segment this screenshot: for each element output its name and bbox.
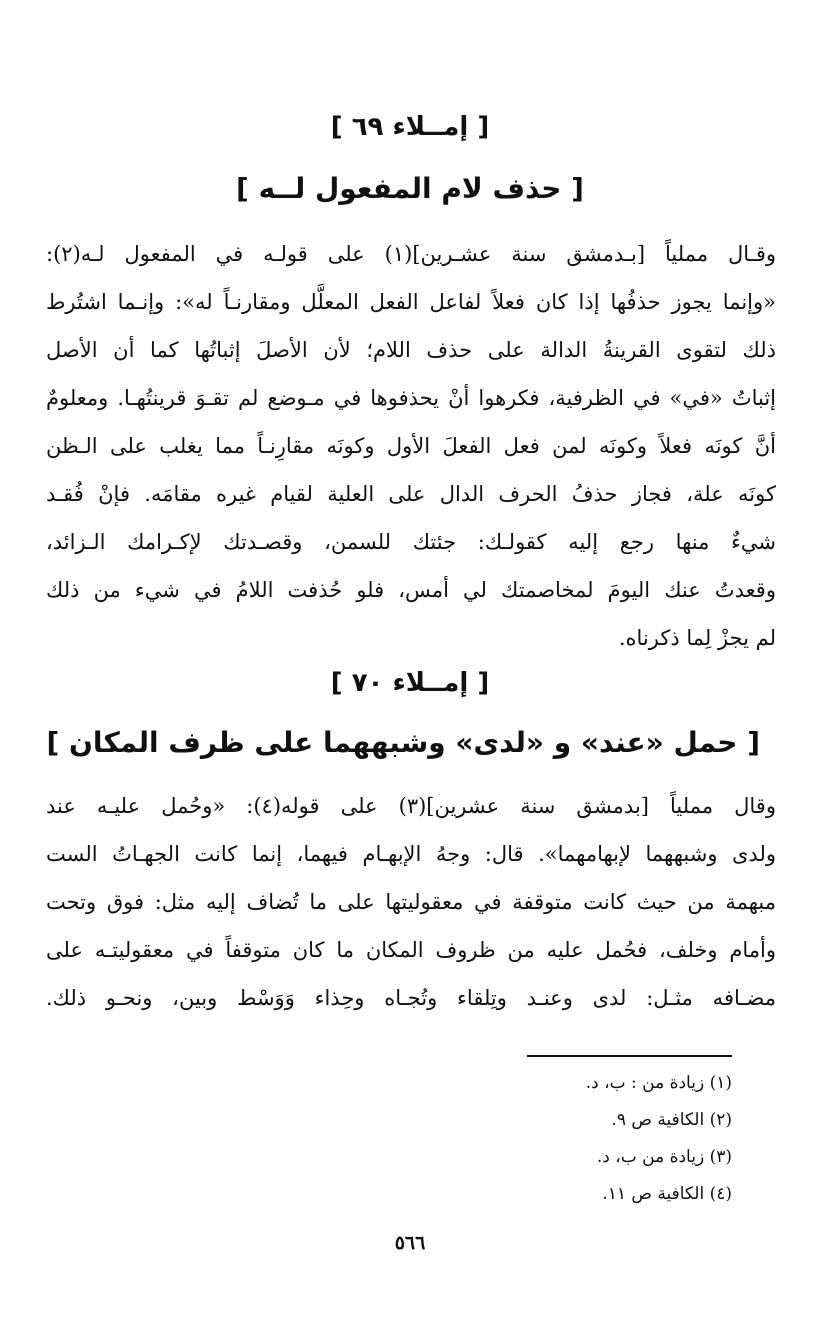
text-line: أنَّ كونَه فعلاً وكونَه لمن فعل الفعلَ الأول وكونَه مقارِنـاً مما يغلب على الـظن <box>46 434 776 458</box>
page-number: ٥٦٦ <box>394 1232 426 1254</box>
text-line: وأمام وخلف، فحُمل عليه من ظروف المكان ما كان متوقفاً في معقوليتـه على <box>46 938 776 962</box>
text-line: مضـافه مثـل: لدى وعنـد وتِلقاء وتُجـاه وحِذاء وَوَسْط وبين، ونحـو ذلك. <box>46 986 776 1010</box>
footnote-4: (٤) الكافية ص ١١. <box>602 1184 732 1204</box>
text-line: ولدى وشبههما لإبهامهما». قال: وجهُ الإبهـام فيهما، إنما كانت الجهـاتُ الست <box>46 842 776 866</box>
section-1-paragraph <box>46 230 776 662</box>
text-line: وقال مملياً [بدمشق سنة عشرين](٣) على قوله(٤): «وحُمل عليـه عند <box>46 794 776 818</box>
text-line: وقعدتُ عنك اليومَ لمخاصمتك لي أمس، فلو حُذفت اللامُ في شيء من ذلك <box>46 578 776 602</box>
footnote-3: (٣) زيادة من ب، د. <box>596 1147 732 1167</box>
section-title-omission-of-lam: [ حذف لام المفعول لــه ] <box>236 172 584 205</box>
text-line: ذلك لتقوى القرينةُ الدالة على حذف اللام؛ لأن الأصلَ إثباتُها كما أن الأصل <box>46 338 776 362</box>
text-line: مبهمة من حيث كانت متوقفة في معقوليتها على ما تُضاف إليه مثل: فوق وتحت <box>46 890 776 914</box>
section-title-inda-lada: [ حمل «عند» و «لدى» وشبههما على ظرف المكان ] <box>46 726 760 759</box>
text-line: وقـال مملياً [بـدمشق سنة عشـرين](١) على قولـه في المفعول لـه(٢): <box>46 242 776 266</box>
section-2-paragraph <box>46 782 776 1022</box>
text-line: «وإنما يجوز حذفُها إذا كان فعلاً لفاعل الفعل المعلَّل ومقارنـاً له»: وإنـما اشتُرط <box>46 290 776 314</box>
footnote-divider <box>527 1055 732 1057</box>
footnote-2: (٢) الكافية ص ٩. <box>611 1110 732 1130</box>
footnote-1: (١) زيادة من : ب، د. <box>585 1073 732 1093</box>
dictation-70-heading: [ إمــلاء ٧٠ ] <box>330 668 490 698</box>
dictation-69-heading: [ إمــلاء ٦٩ ] <box>330 112 490 142</box>
text-line: كونَه علة، فجاز حذفُ الحرف الدال على العلية لقيام غيره مقامَه. فإنْ فُقـد <box>46 482 776 506</box>
text-line: شيءٌ منها رجع إليه كقولـك: جئتك للسمن، وقصـدتك لإكـرامك الـزائد، <box>46 530 776 554</box>
text-line: إثباتُ «في» في الظرفية، فكرهوا أنْ يحذفوها في مـوضع لم تقـوَ قرينتُهـا. ومعلومٌ <box>46 386 776 410</box>
text-line: لم يجزْ لِما ذكرناه. <box>618 626 776 650</box>
footnotes <box>332 1065 732 1213</box>
